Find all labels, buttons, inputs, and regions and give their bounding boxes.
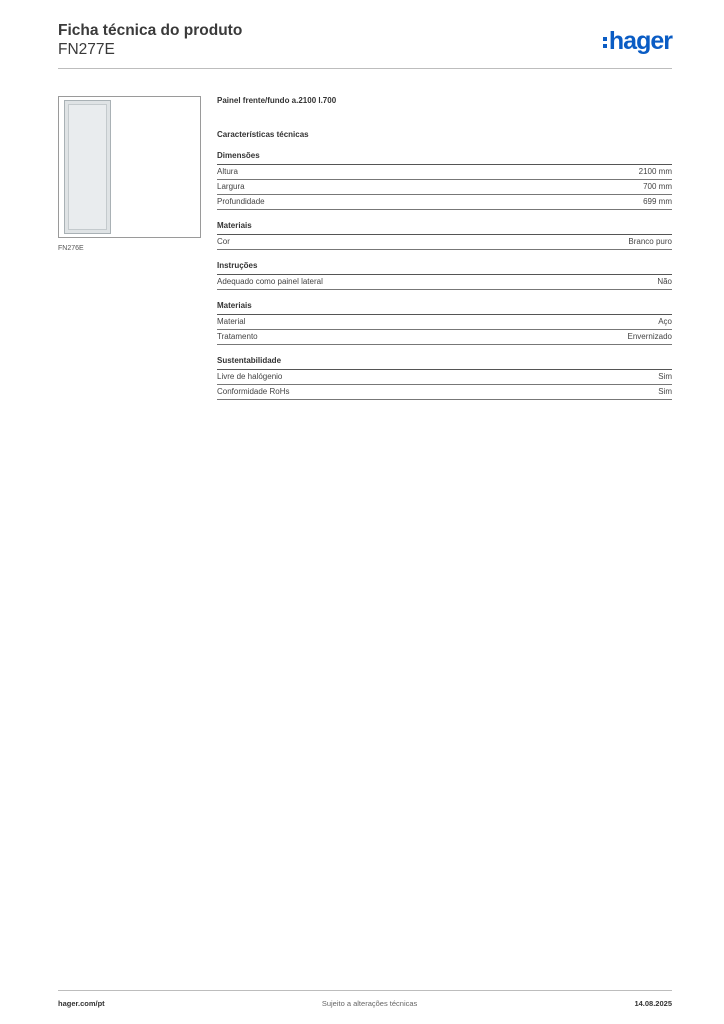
spec-section-sustainability (217, 356, 672, 400)
spec-label: Tratamento (217, 332, 258, 341)
spec-section-instructions (217, 261, 672, 290)
spec-row (217, 195, 672, 210)
section-heading: Materiais (217, 301, 672, 315)
spec-value: 699 mm (643, 197, 672, 206)
spec-row (217, 385, 672, 400)
spec-label: Adequado como painel lateral (217, 277, 323, 286)
spec-content (217, 96, 672, 400)
spec-row (217, 165, 672, 180)
panel-illustration (64, 100, 111, 234)
product-image (58, 96, 201, 238)
section-heading: Dimensões (217, 151, 672, 165)
section-heading: Materiais (217, 221, 672, 235)
spec-row (217, 275, 672, 290)
document-footer (58, 999, 672, 1008)
image-caption: FN276E (58, 245, 84, 252)
spec-value: Aço (658, 317, 672, 326)
footer-divider (58, 990, 672, 991)
spec-label: Material (217, 317, 246, 326)
spec-label: Profundidade (217, 197, 265, 206)
spec-row (217, 330, 672, 345)
spec-value: 700 mm (643, 182, 672, 191)
spec-value: Envernizado (627, 332, 672, 341)
spec-value: Branco puro (628, 237, 672, 246)
product-name: Painel frente/fundo a.2100 l.700 (217, 96, 337, 105)
section-heading: Instruções (217, 261, 672, 275)
document-header (58, 21, 242, 59)
hager-logo (603, 28, 672, 54)
section-heading: Sustentabilidade (217, 356, 672, 370)
document-title: Ficha técnica do produto (58, 22, 243, 39)
spec-section-materials-2 (217, 301, 672, 345)
spec-section-dimensions (217, 151, 672, 210)
spec-row (217, 370, 672, 385)
spec-value: Sim (658, 387, 672, 396)
spec-section-materials (217, 221, 672, 250)
spec-value: Sim (658, 372, 672, 381)
product-code: FN277E (58, 41, 115, 58)
spec-value: 2100 mm (638, 167, 672, 176)
footer-date: 14.08.2025 (634, 999, 672, 1008)
spec-label: Largura (217, 182, 245, 191)
footer-website-link[interactable]: hager.com/pt (58, 999, 105, 1008)
spec-label: Conformidade RoHs (217, 387, 290, 396)
tech-characteristics-title: Características técnicas (217, 130, 309, 139)
spec-row (217, 235, 672, 250)
spec-row (217, 315, 672, 330)
spec-label: Altura (217, 167, 238, 176)
spec-label: Livre de halógenio (217, 372, 283, 381)
logo-text: hager (608, 27, 672, 55)
spec-label: Cor (217, 237, 230, 246)
spec-row (217, 180, 672, 195)
footer-disclaimer: Sujeito a alterações técnicas (321, 999, 418, 1008)
header-divider (58, 68, 672, 69)
spec-value: Não (657, 277, 672, 286)
logo-dots-icon (603, 37, 607, 48)
